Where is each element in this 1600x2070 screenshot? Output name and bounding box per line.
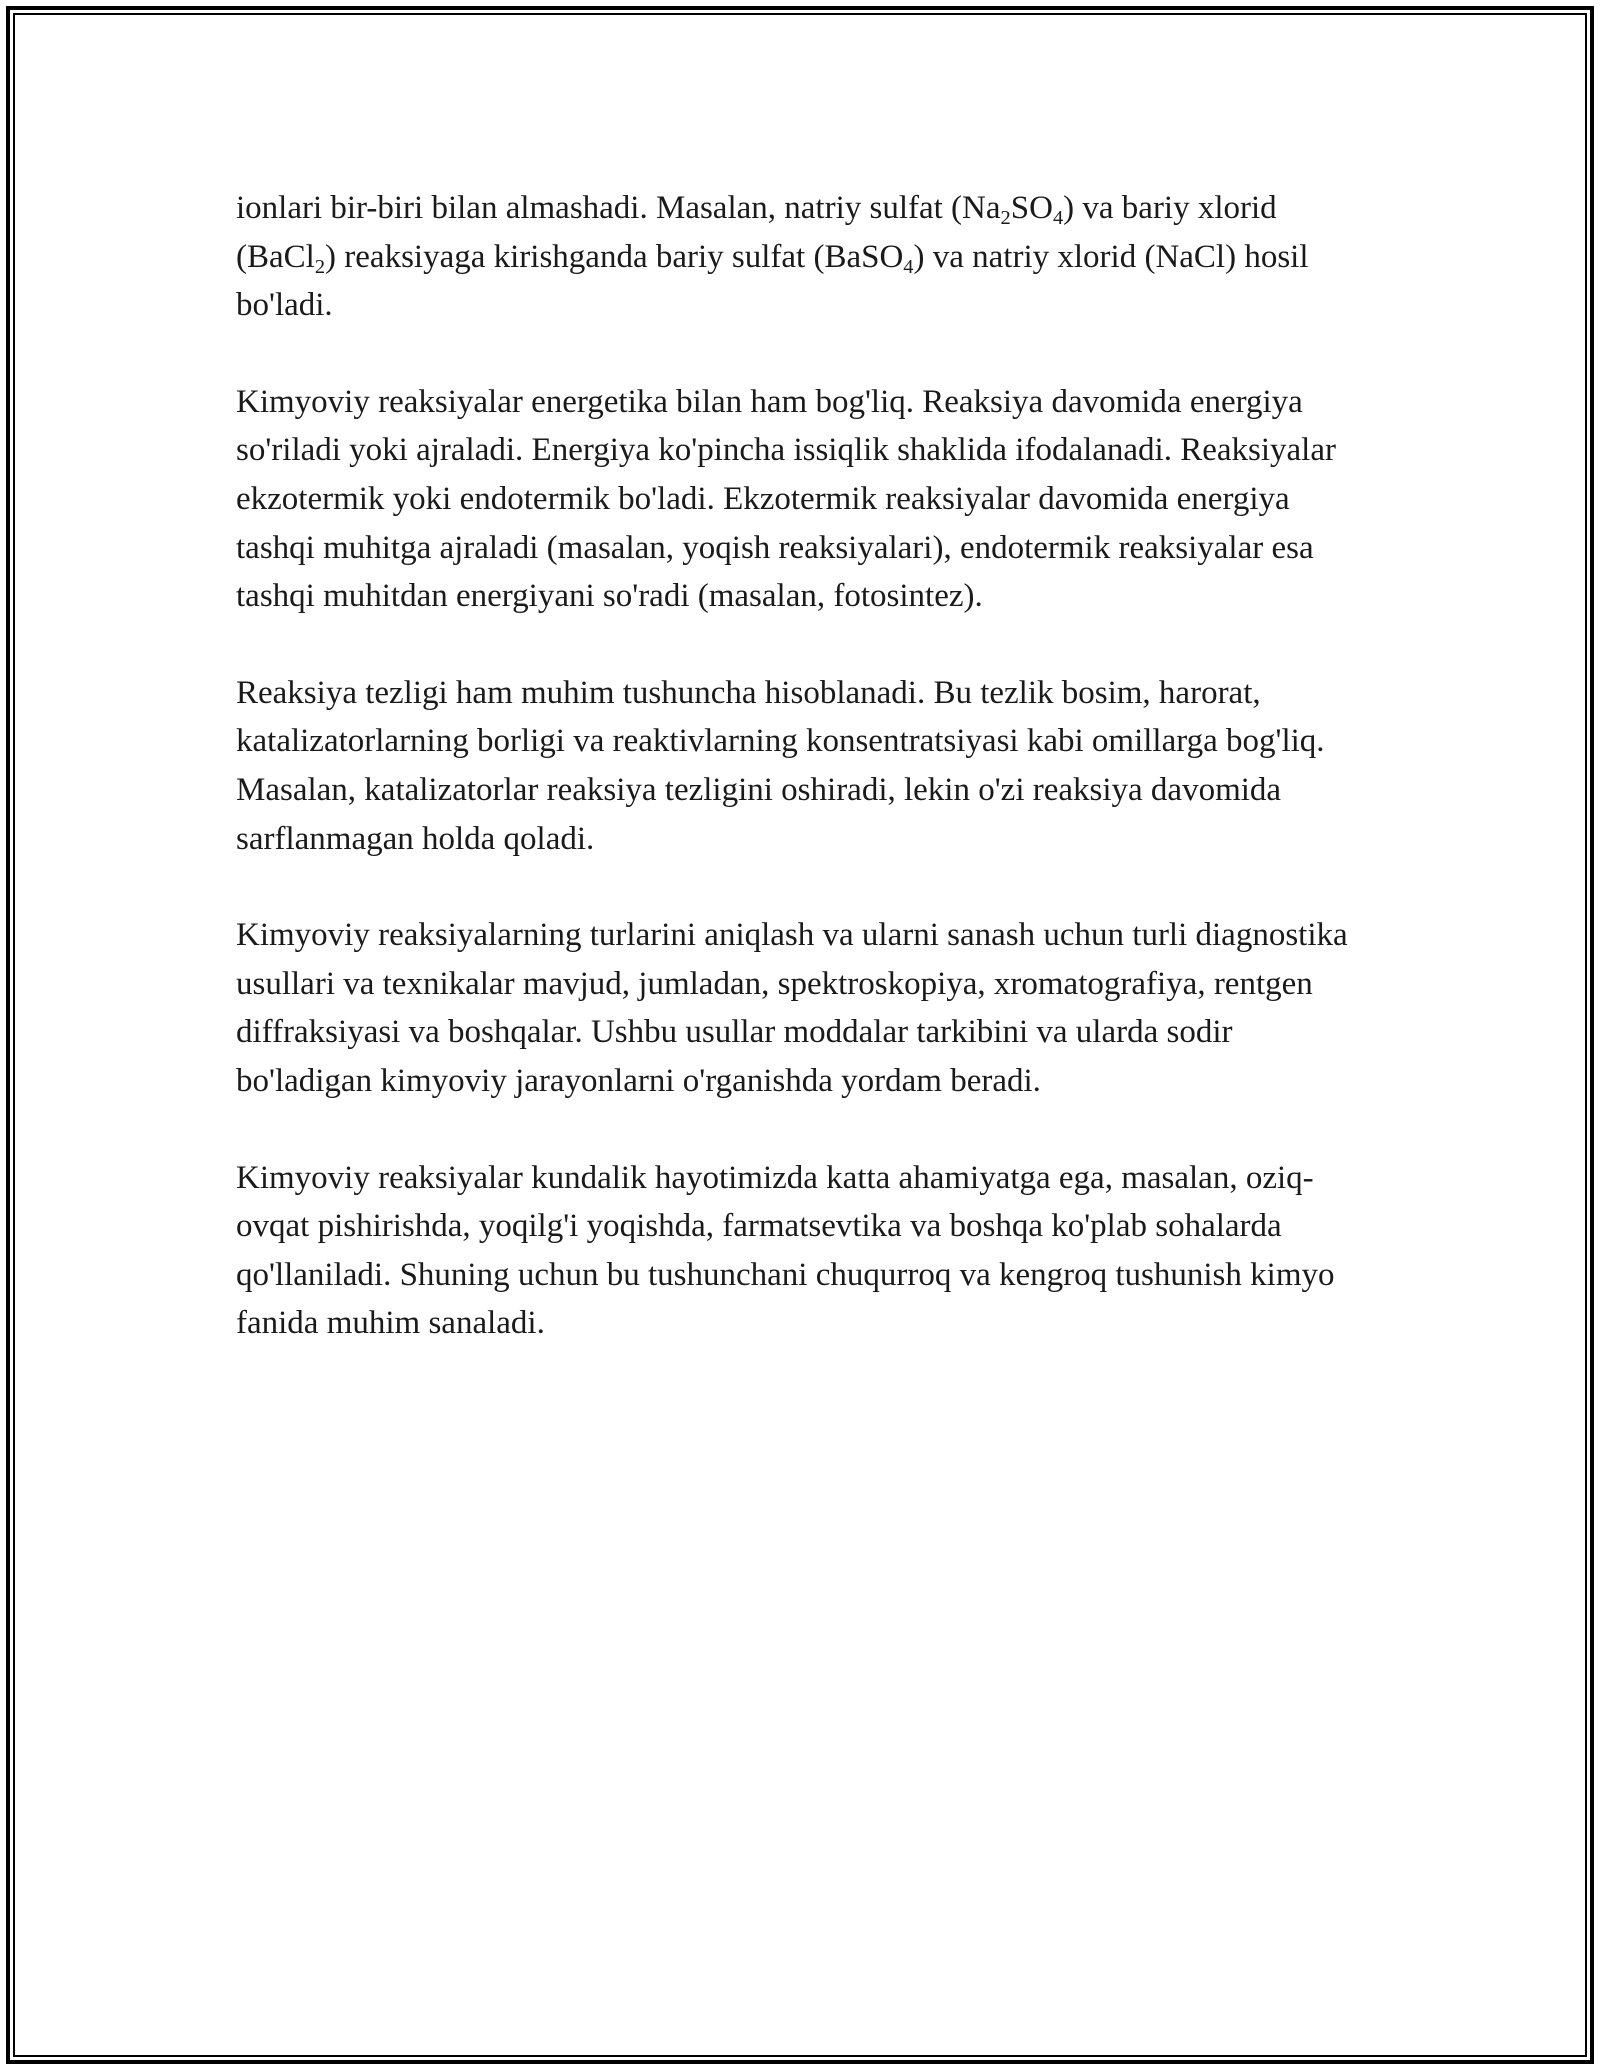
document-body xyxy=(236,184,1366,1348)
paragraph-energetics: Kimyoviy reaksiyalar energetika bilan ham bog'liq. Reaksiya davomida energiya so'riladi yoki ajraladi. Energiya ko'pincha issiqlik shaklida ifodalanadi. Reaksiyalar ekzotermik yoki endotermik bo'ladi. Ekzotermik reaksiyalar davomida energiya tashqi muhitga ajraladi (masalan, yoqish reaksiyalari), endotermik reaksiyalar esa tashqi muhitdan energiyani so'radi (masalan, fotosintez). xyxy=(236,383,1336,615)
subscript: 4 xyxy=(903,255,914,278)
subscript: 2 xyxy=(314,255,326,278)
text-run: SO xyxy=(1010,190,1053,226)
subscript: 4 xyxy=(1052,207,1064,230)
text-run: ) va natriy xlorid (NaCl) hosil bo'ladi. xyxy=(236,238,1309,324)
paragraph-ion-exchange xyxy=(236,184,1366,330)
text-run: ) va bariy xlorid (BaCl xyxy=(236,190,1277,275)
paragraph-everyday-life: Kimyoviy reaksiyalar kundalik hayotimizda katta ahamiyatga ega, masalan, oziq-ovqat pishirishda, yoqilg'i yoqishda, farmatsevtika va boshqa ko'plab sohalarda qo'llaniladi. Shuning uchun bu tushunchani chuqurroq va kengroq tushunish kimyo fanida muhim sanaladi. xyxy=(236,1159,1335,1342)
subscript: 2 xyxy=(1000,207,1011,230)
paragraph-reaction-rate: Reaksiya tezligi ham muhim tushuncha hisoblanadi. Bu tezlik bosim, harorat, katalizatorlarning borligi va reaktivlarning konsentratsiyasi kabi omillarga bog'liq. Masalan, katalizatorlar reaksiya tezligini oshiradi, lekin o'zi reaksiya davomida sarflanmagan holda qoladi. xyxy=(236,674,1325,857)
paragraph-diagnostics: Kimyoviy reaksiyalarning turlarini aniqlash va ularni sanash uchun turli diagnostika usullari va texnikalar mavjud, jumladan, spektroskopiya, xromatografiya, rentgen diffraksiyasi va boshqalar. Ushbu usullar moddalar tarkibini va ularda sodir bo'ladigan kimyoviy jarayonlarni o'rganishda yordam beradi. xyxy=(236,917,1348,1099)
text-run: ) reaksiyaga kirishganda bariy sulfat (BaSO xyxy=(325,238,904,275)
text-run: ionlari bir-biri bilan almashadi. Masalan, natriy sulfat (Na xyxy=(236,190,1001,226)
